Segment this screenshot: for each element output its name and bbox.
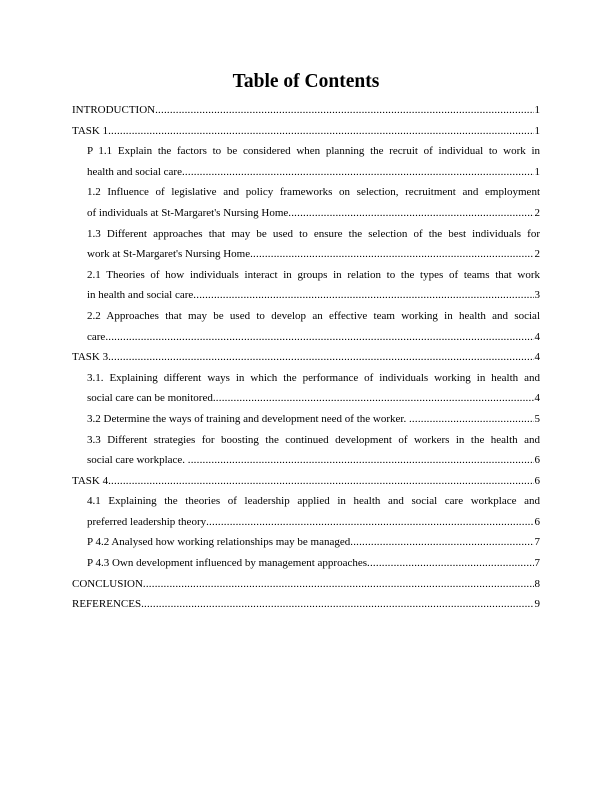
toc-entry-label: health and social care	[87, 165, 182, 178]
toc-entry-line	[87, 532, 540, 553]
toc-entry-line	[87, 285, 540, 306]
toc-entry-line	[87, 409, 540, 430]
toc-entry-text-line: 4.1 Explaining the theories of leadership applied in health and social care workplace and	[87, 495, 540, 508]
toc-entry-line	[87, 203, 540, 224]
toc-entry[interactable]	[72, 594, 540, 615]
toc-page-number: 8	[534, 577, 540, 590]
toc-entry-label: TASK 4	[72, 474, 109, 487]
dot-leader	[188, 450, 534, 471]
toc-entry-line	[87, 327, 540, 348]
toc-entry-label: preferred leadership theory	[87, 515, 207, 528]
toc-entry-label: TASK 3	[72, 351, 109, 364]
toc-entry-line	[87, 512, 540, 533]
toc-entry-label: work at St-Margaret's Nursing Home	[87, 248, 251, 261]
toc-entry-label: care	[87, 330, 106, 343]
dot-leader	[350, 532, 533, 553]
dot-leader	[108, 471, 533, 492]
toc-page-number: 1	[534, 165, 540, 178]
toc-page-number: 1	[534, 124, 540, 137]
dot-leader	[108, 347, 533, 368]
toc-entry-text-line: P 1.1 Explain the factors to be considered when planning the recruit of individual to work in	[87, 145, 540, 158]
toc-entry-line	[72, 100, 540, 121]
toc-entry[interactable]	[87, 409, 540, 430]
toc-page-number: 9	[534, 598, 540, 611]
toc-entry[interactable]	[72, 100, 540, 121]
toc-page-number: 6	[534, 474, 540, 487]
dot-leader	[409, 409, 534, 430]
toc-entry-label: P 4.2 Analysed how working relationships may be managed	[87, 536, 351, 549]
toc-page-number: 5	[534, 412, 540, 425]
toc-page-number: 7	[534, 536, 540, 549]
toc-entry[interactable]	[87, 182, 540, 223]
dot-leader	[250, 244, 533, 265]
toc-entry[interactable]	[72, 574, 540, 595]
toc-title: Table of Contents	[232, 71, 380, 92]
toc-entry-label: social care workplace.	[87, 454, 188, 467]
toc-entry[interactable]	[87, 306, 540, 347]
toc-page-number: 7	[534, 557, 540, 570]
dot-leader	[143, 574, 534, 595]
toc-entry-text-line: 3.3 Different strategies for boosting the continued development of workers in the health and	[87, 433, 540, 446]
toc-entry-line	[72, 471, 540, 492]
toc-entry-label: of individuals at St-Margaret's Nursing Home	[87, 206, 289, 219]
toc-page-number: 6	[534, 515, 540, 528]
toc-entry-label: REFERENCES	[72, 598, 142, 611]
dot-leader	[182, 162, 534, 183]
toc-entry-text-line: 2.2 Approaches that may be used to develop an effective team working in health and social	[87, 309, 540, 322]
toc-entry[interactable]	[72, 121, 540, 142]
toc-entry-label: in health and social care	[87, 289, 194, 302]
toc-entry-line	[87, 553, 540, 574]
toc-entry-line	[72, 121, 540, 142]
dot-leader	[288, 203, 533, 224]
dot-leader	[108, 121, 533, 142]
toc-entry-line	[87, 450, 540, 471]
dot-leader	[206, 512, 533, 533]
toc-entry-line	[72, 574, 540, 595]
toc-entry-line	[87, 388, 540, 409]
toc-entry-text-line: 2.1 Theories of how individuals interact in groups in relation to the types of teams that work	[87, 268, 540, 281]
toc-entry-line	[87, 244, 540, 265]
toc-entry-line	[72, 594, 540, 615]
toc-entry-text-line: 3.1. Explaining different ways in which the performance of individuals working in health and	[87, 371, 540, 384]
toc-entry[interactable]	[87, 368, 540, 409]
toc-page-number: 1	[534, 104, 540, 116]
dot-leader	[155, 100, 533, 121]
toc-entry-label: social care can be monitored	[87, 392, 213, 405]
toc-page-number: 2	[534, 248, 540, 261]
dot-leader	[367, 553, 533, 574]
toc-entry-label: TASK 1	[72, 124, 109, 137]
toc-entry-line	[87, 162, 540, 183]
toc-page-number: 6	[534, 454, 540, 467]
toc-entry-label: P 4.3 Own development influenced by management approaches	[87, 557, 368, 570]
table-of-contents	[72, 100, 540, 615]
toc-entry-label: 3.2 Determine the ways of training and development need of the worker.	[87, 412, 409, 425]
toc-entry[interactable]	[87, 491, 540, 532]
toc-page-number: 2	[534, 206, 540, 219]
toc-entry-text-line: 1.2 Influence of legislative and policy frameworks on selection, recruitment and employment	[87, 186, 540, 199]
toc-page-number: 4	[534, 351, 540, 364]
toc-entry[interactable]	[87, 532, 540, 553]
dot-leader	[213, 388, 534, 409]
toc-page-number: 4	[534, 330, 540, 343]
toc-entry[interactable]	[87, 430, 540, 471]
dot-leader	[105, 327, 533, 348]
toc-entry-label: INTRODUCTION	[72, 104, 156, 116]
toc-entry-text-line: 1.3 Different approaches that may be used to ensure the selection of the best individuals for	[87, 227, 540, 240]
toc-entry[interactable]	[87, 141, 540, 182]
toc-entry[interactable]	[72, 347, 540, 368]
toc-entry[interactable]	[72, 471, 540, 492]
toc-page-number: 3	[534, 289, 540, 302]
toc-entry-label: CONCLUSION	[72, 577, 143, 590]
toc-entry[interactable]	[87, 553, 540, 574]
dot-leader	[141, 594, 533, 615]
toc-entry[interactable]	[87, 265, 540, 306]
toc-entry-line	[72, 347, 540, 368]
toc-entry[interactable]	[87, 224, 540, 265]
toc-page-number: 4	[534, 392, 540, 405]
dot-leader	[193, 285, 533, 306]
